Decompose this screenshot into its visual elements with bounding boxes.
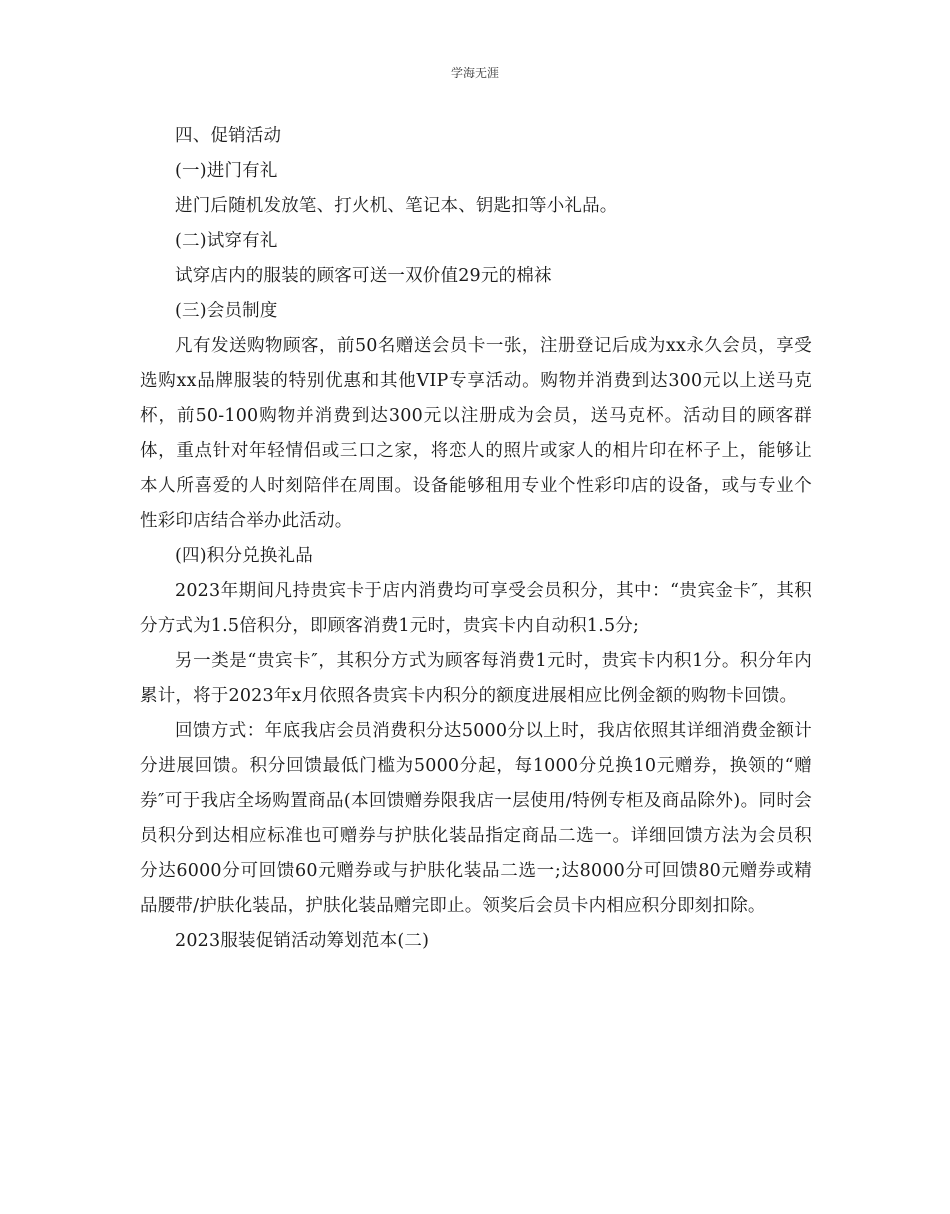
points-paragraph-vip-card: 另一类是“贵宾卡″，其积分方式为顾客每消费1元时，贵宾卡内积1分。积分年内累计，将于2023年x月依照各贵宾卡内积分的额度进展相应比例金额的购物卡回馈。 [140, 651, 812, 706]
subsection-title-points: (四)积分兑换礼品 [175, 546, 313, 566]
subsection-title-trial-gift: (二)试穿有礼 [175, 231, 278, 251]
section-heading: 四、促销活动 [175, 126, 282, 146]
page-header: 学海无涯 [450, 66, 499, 80]
trial-gift-text: 试穿店内的服装的顾客可送一双价值29元的棉袜 [175, 266, 552, 286]
entry-gift-text: 进门后随机发放笔、打火机、笔记本、钥匙扣等小礼品。 [175, 196, 618, 216]
next-section-title: 2023服装促销活动筹划范本(二) [175, 931, 430, 951]
points-paragraph-redemption: 回馈方式：年底我店会员消费积分达5000分以上时，我店依照其详细消费金额计分进展回馈。积分回馈最低门槛为5000分起，每1000分兑换10元赠券，换领的“赠券″可于我店全场购置商品(本回馈赠券限我店一层使用/特例专柜及商品除外)。同时会员积分到达相应标准也可赠券与护肤化装品指定商品二选一。详细回馈方法为会员积分达6000分可回馈60元赠券或与护肤化装品二选一;达8000分可回馈80元赠券或精品腰带/护肤化装品，护肤化装品赠完即止。领奖后会员卡内相应积分即刻扣除。 [140, 721, 812, 916]
document-body [140, 119, 812, 959]
subsection-title-entry-gift: (一)进门有礼 [175, 161, 278, 181]
subsection-title-membership: (三)会员制度 [175, 301, 278, 321]
membership-paragraph: 凡有发送购物顾客，前50名赠送会员卡一张，注册登记后成为xx永久会员，享受选购xx品牌服装的特别优惠和其他VIP专享活动。购物并消费到达300元以上送马克杯，前50-100购物并消费到达300元以注册成为会员，送马克杯。活动目的顾客群体，重点针对年轻情侣或三口之家，将恋人的照片或家人的相片印在杯子上，能够让本人所喜爱的人时刻陪伴在周围。设备能够租用专业个性彩印店的设备，或与专业个性彩印店结合举办此活动。 [140, 336, 812, 531]
points-paragraph-gold-card: 2023年期间凡持贵宾卡于店内消费均可享受会员积分，其中：“贵宾金卡″，其积分方式为1.5倍积分，即顾客消费1元时，贵宾卡内自动积1.5分; [140, 581, 812, 636]
